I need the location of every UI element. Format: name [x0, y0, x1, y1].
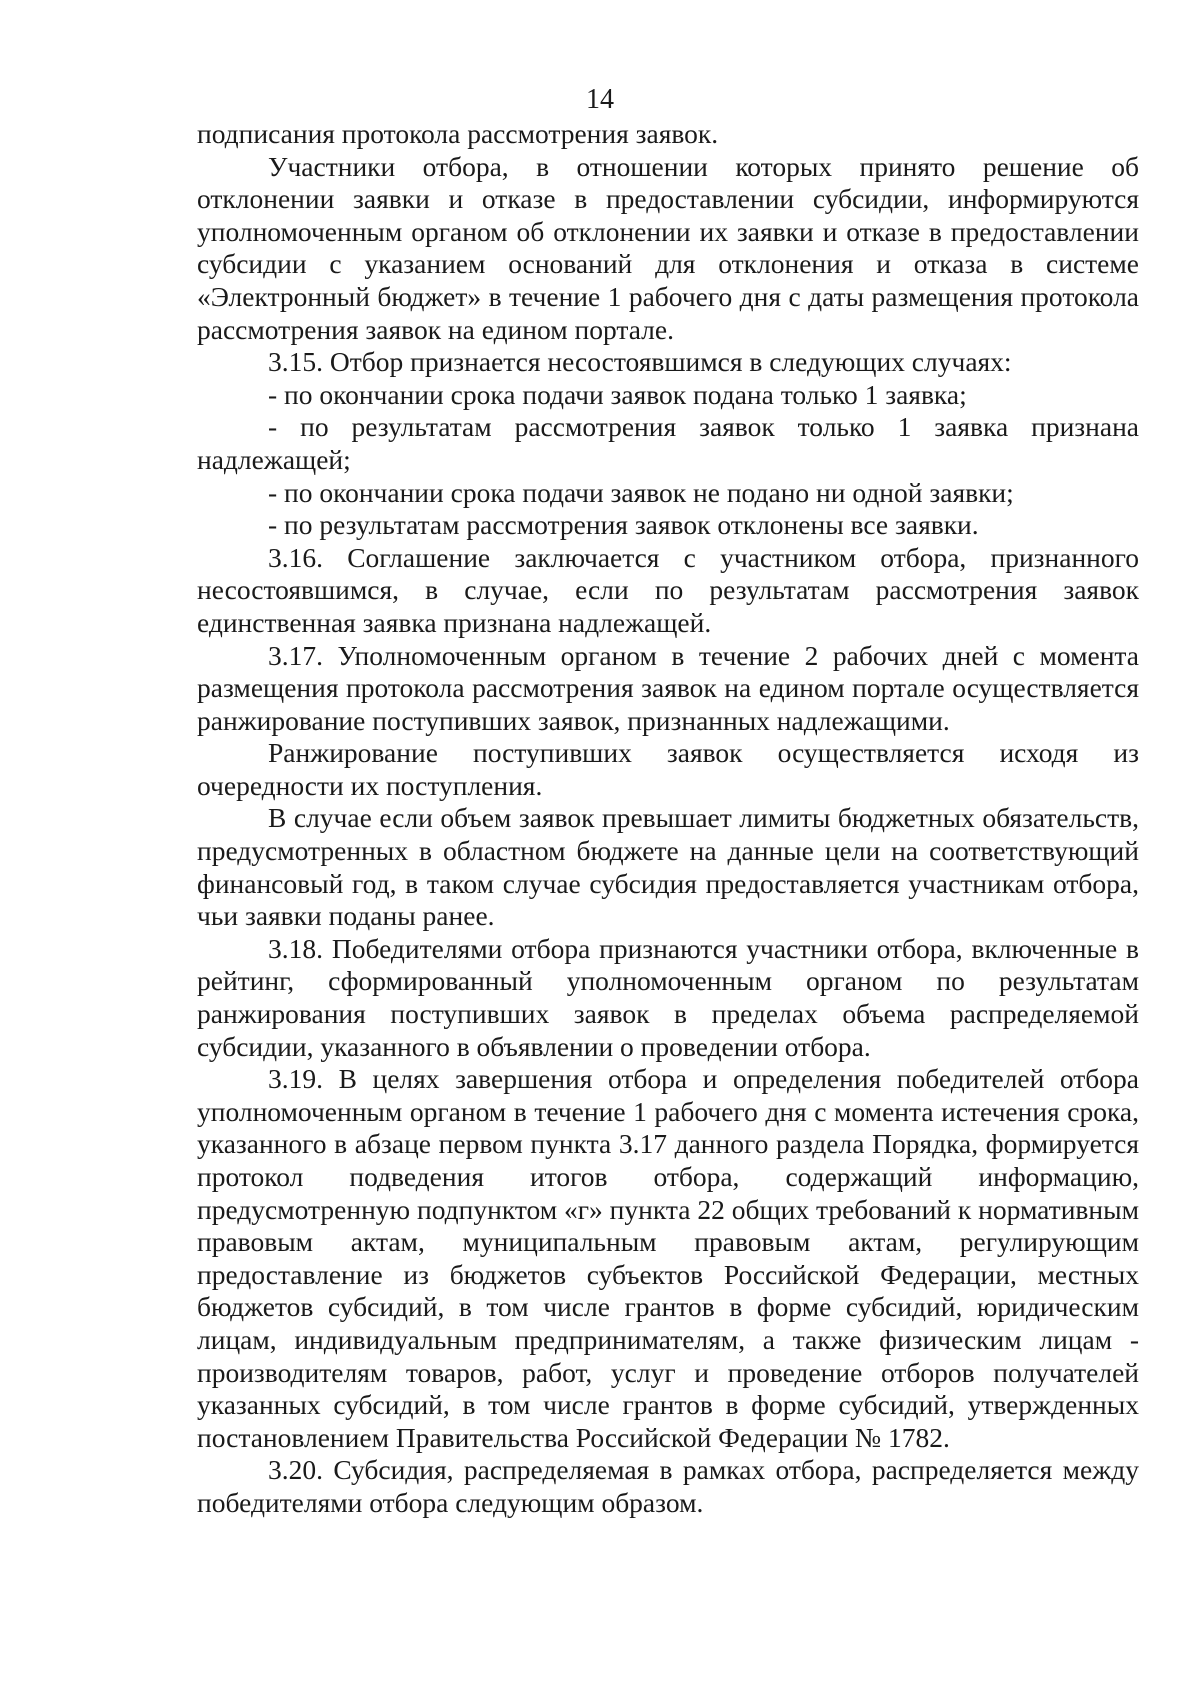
paragraph: 3.17. Уполномоченным органом в течение 2 рабочих дней с момента размещения протокола рассмотрения заявок на едином портале осуществляется ранжирование поступивших заявок, признанных надлежащими. [197, 639, 1139, 736]
paragraph: 3.16. Соглашение заключается с участником отбора, признанного несостоявшимся, в случае, если по результатам рассмотрения заявок единственная заявка признана надлежащей. [197, 541, 1139, 638]
paragraph: - по результатам рассмотрения заявок отклонены все заявки. [268, 509, 979, 541]
paragraph: подписания протокола рассмотрения заявок. [197, 118, 719, 149]
paragraph: В случае если объем заявок превышает лимиты бюджетных обязательств, предусмотренных в областном бюджете на данные цели на соответствующий финансовый год, в таком случае субсидия предоставляется участникам отбора, чьи заявки поданы ранее. [197, 802, 1139, 932]
document-body [197, 118, 1139, 1520]
paragraph: Ранжирование поступивших заявок осуществляется исходя из очередности их поступления. [197, 737, 1139, 801]
paragraph: - по результатам рассмотрения заявок только 1 заявка признана надлежащей; [197, 411, 1139, 475]
paragraph: 3.20. Субсидия, распределяемая в рамках отбора, распределяется между победителями отбора следующим образом. [197, 1454, 1139, 1518]
paragraph: - по окончании срока подачи заявок подана только 1 заявка; [268, 378, 967, 410]
paragraph: 3.15. Отбор признается несостоявшимся в следующих случаях: [268, 346, 1012, 378]
paragraph: Участники отбора, в отношении которых принято решение об отклонении заявки и отказе в предоставлении субсидии, информируются уполномоченным органом об отклонении их заявки и отказе в предоставлении субсидии с указанием оснований для отклонения и отказа в системе «Электронный бюджет» в течение 1 рабочего дня с даты размещения протокола рассмотрения заявок на едином портале. [197, 150, 1139, 345]
paragraph: - по окончании срока подачи заявок не подано ни одной заявки; [268, 476, 1014, 508]
paragraph: 3.18. Победителями отбора признаются участники отбора, включенные в рейтинг, сформированный уполномоченным органом по результатам ранжирования поступивших заявок в пределах объема распределяемой субсидии, указанного в объявлении о проведении отбора. [197, 932, 1139, 1062]
page-number: 14 [586, 84, 614, 115]
paragraph: 3.19. В целях завершения отбора и определения победителей отбора уполномоченным органом в течение 1 рабочего дня с момента истечения срока, указанного в абзаце первом пункта 3.17 данного раздела Порядка, формируется протокол подведения итогов отбора, содержащий информацию, предусмотренную подпунктом «г» пункта 22 общих требований к нормативным правовым актам, муниципальным правовым актам, регулирующим предоставление из бюджетов субъектов Российской Федерации, местных бюджетов субсидий, в том числе грантов в форме субсидий, юридическим лицам, индивидуальным предпринимателям, а также физическим лицам - производителям товаров, работ, услуг и проведение отборов получателей указанных субсидий, в том числе грантов в форме субсидий, утвержденных постановлением Правительства Российской Федерации № 1782. [197, 1063, 1139, 1453]
